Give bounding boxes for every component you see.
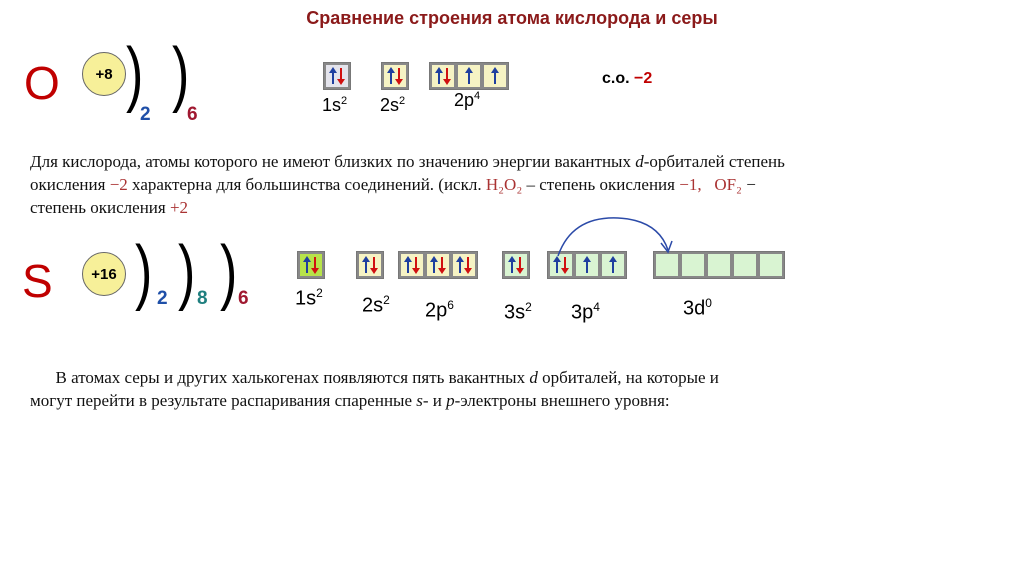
orbital-cell (399, 252, 425, 278)
sulfur-shell-arc-3: ) (220, 232, 238, 312)
orbital-cell (425, 252, 451, 278)
oxygen-orbital-2p-label: $2p^4$ (454, 90, 481, 110)
orbital-cell (451, 252, 477, 278)
oxygen-orbital-2s-label: $2s^2$ (380, 95, 406, 115)
spin-down-arrow-icon (311, 256, 319, 274)
spin-up-arrow-icon (303, 256, 311, 274)
oxygen-description: Для кислорода, атомы которого не имеют близких по значению энергии вакантных d-орбиталей степень окисления −2 характерна для большинства соединений. (искл. H₂O₂ – степень окисления −1, OF₂ − степень окисления +2 (30, 152, 785, 217)
oxygen-orbital-2s (381, 62, 409, 90)
spin-up-arrow-icon (387, 67, 395, 85)
spin-down-arrow-icon (395, 67, 403, 85)
spin-up-arrow-icon (456, 256, 464, 274)
spin-down-arrow-icon (412, 256, 420, 274)
oxygen-orbital-2p (429, 62, 509, 90)
sulfur-shell-2-count: 8 (197, 288, 208, 309)
spin-up-arrow-icon (508, 256, 516, 274)
sulfur-orbital-2p (398, 251, 478, 279)
sulfur-orbital-3s (502, 251, 530, 279)
sulfur-shell-arc-2: ) (178, 232, 196, 312)
oxygen-shell-2-count: 6 (187, 104, 198, 125)
spin-up-arrow-icon (329, 67, 337, 85)
sulfur-nucleus: +16 (82, 252, 126, 296)
sulfur-orbital-2s-label: $2s^2$ (362, 293, 390, 317)
sulfur-shell-1-count: 2 (157, 288, 168, 309)
oxygen-shell-arc-2: ) (172, 34, 190, 114)
page-title: Сравнение строения атома кислорода и серы (306, 8, 718, 28)
spin-up-arrow-icon (491, 67, 499, 85)
oxygen-orbital-1s (323, 62, 351, 90)
orbital-cell (706, 252, 732, 278)
spin-down-arrow-icon (464, 256, 472, 274)
spin-down-arrow-icon (516, 256, 524, 274)
sulfur-orbital-3s-label: $3s^2$ (504, 300, 532, 324)
sulfur-orbital-2p-label: $2p^6$ (425, 298, 454, 322)
orbital-cell (732, 252, 758, 278)
sulfur-description: В атомах серы и других халькогенах появляются пять вакантных d орбиталей, на которые и могут перейти в результате распаривания спаренные s- и p-электроны внешнего уровня: (30, 368, 719, 410)
spin-down-arrow-icon (438, 256, 446, 274)
oxygen-shell-1-count: 2 (140, 104, 151, 125)
oxygen-symbol: O (24, 57, 60, 109)
sulfur-symbol: S (22, 255, 53, 307)
orbital-cell (298, 252, 324, 278)
orbital-cell (382, 63, 408, 89)
sulfur-shell-3-count: 6 (238, 288, 249, 309)
orbital-cell (758, 252, 784, 278)
spin-up-arrow-icon (362, 256, 370, 274)
sulfur-orbital-2s (356, 251, 384, 279)
spin-down-arrow-icon (337, 67, 345, 85)
sulfur-shell-arc-1: ) (135, 232, 153, 312)
oxygen-shell-arc-1: ) (126, 34, 144, 114)
sulfur-orbital-3p-label: $3p^4$ (571, 300, 600, 324)
spin-down-arrow-icon (443, 67, 451, 85)
orbital-cell (324, 63, 350, 89)
oxygen-oxidation-state: с.о. −2 (602, 70, 653, 87)
oxygen-nucleus: +8 (82, 52, 126, 96)
sulfur-orbital-1s-label: $1s^2$ (295, 286, 323, 310)
orbital-cell (357, 252, 383, 278)
spin-up-arrow-icon (404, 256, 412, 274)
orbital-cell (456, 63, 482, 89)
spin-up-arrow-icon (465, 67, 473, 85)
spin-up-arrow-icon (430, 256, 438, 274)
orbital-cell (503, 252, 529, 278)
electron-promotion-arrow (540, 212, 690, 262)
oxygen-orbital-1s-label: $1s^2$ (322, 95, 348, 115)
orbital-cell (482, 63, 508, 89)
sulfur-orbital-1s (297, 251, 325, 279)
spin-down-arrow-icon (370, 256, 378, 274)
spin-up-arrow-icon (435, 67, 443, 85)
orbital-cell (430, 63, 456, 89)
sulfur-orbital-3d-label: $3d^0$ (683, 296, 712, 320)
